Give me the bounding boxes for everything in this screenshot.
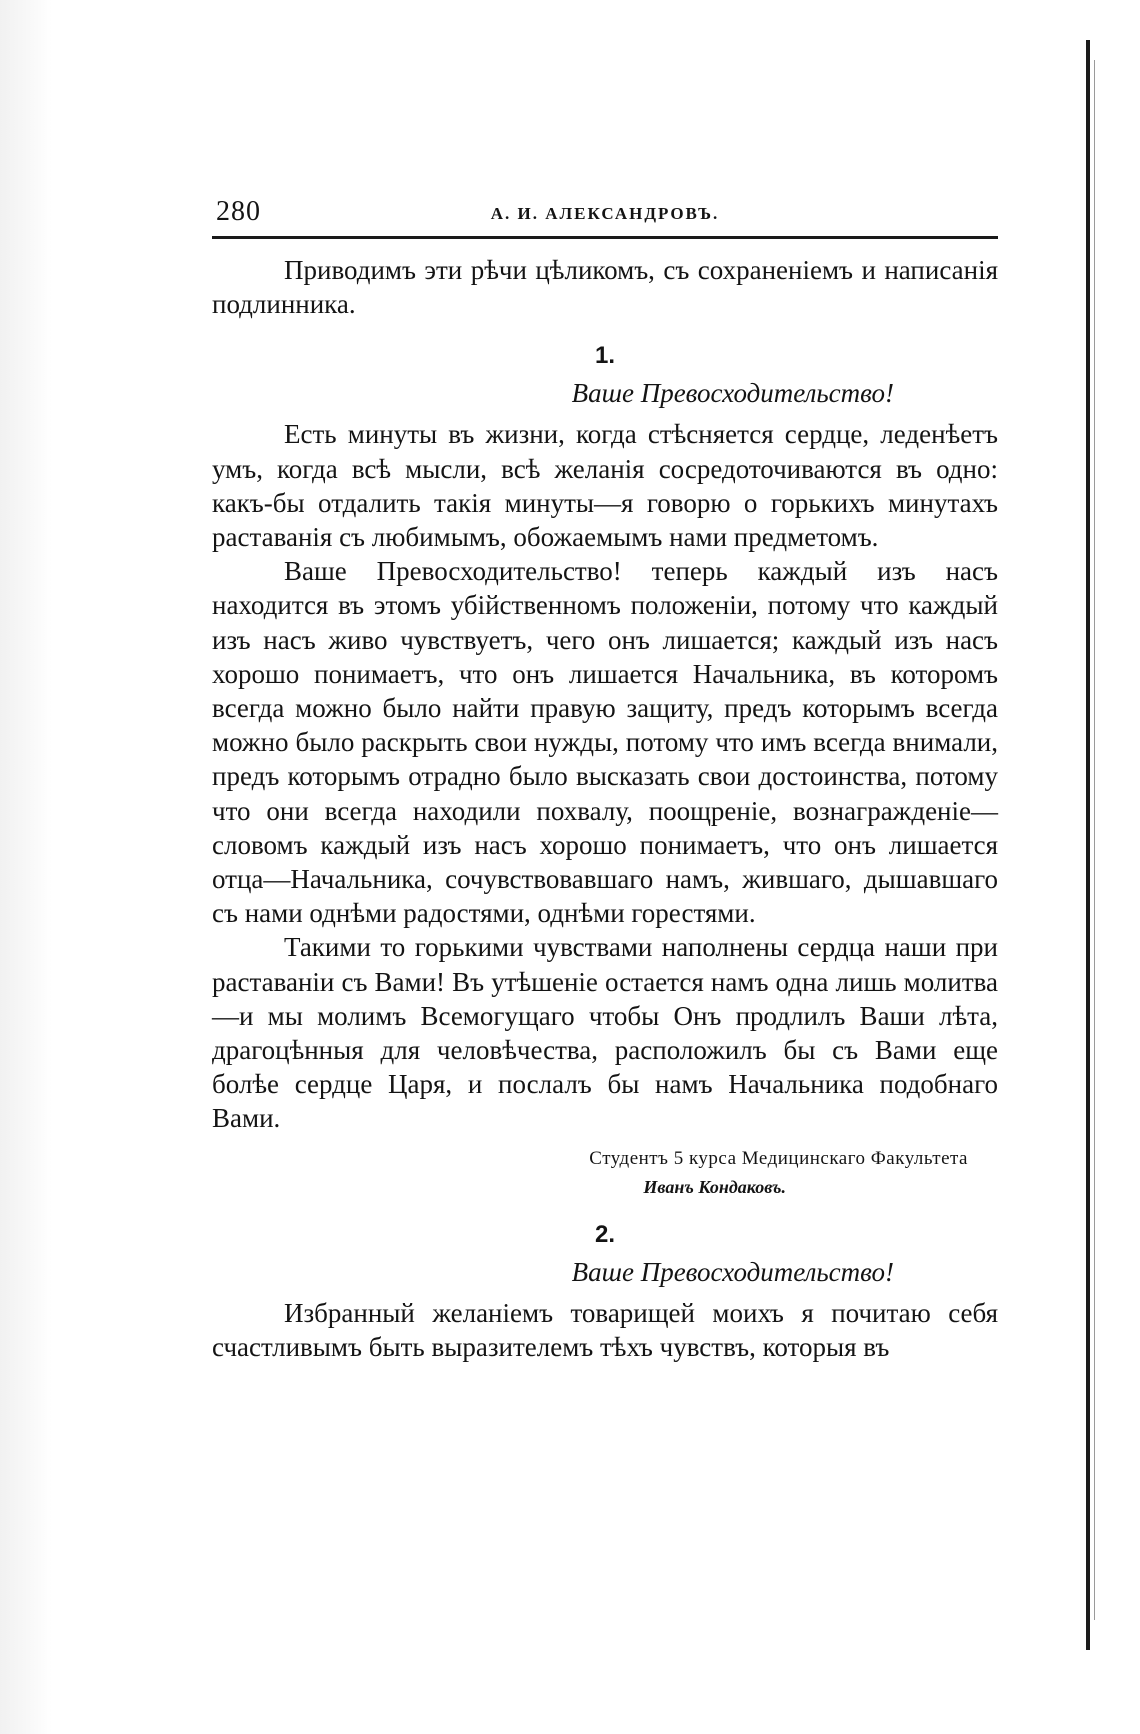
- speech-1-paragraph-2: Ваше Превосходительство! теперь каждый изъ насъ находится въ этомъ убійственномъ положеніи, потому что каждый изъ насъ живо чувствуетъ, чего онъ лишается; каждый изъ насъ хорошо понимаетъ, что онъ лишается Начальника, въ которомъ всегда можно было найти правую защиту, предъ которымъ всегда можно было раскрыть свои нужды, потому что имъ всегда внимали, предъ которымъ отрадно было высказать свои достоинства, потому что они всегда находили похвалу, поощреніе, вознагражденіе—словомъ каждый изъ насъ хорошо понимаетъ, что онъ лишается отца—Начальника, сочувствовавшаго намъ, жившаго, дышавшаго съ нами однѣми радостями, однѣми горестями.: [212, 556, 998, 929]
- intro-paragraph: Приводимъ эти рѣчи цѣликомъ, съ сохраненіемъ и написанія подлинника.: [212, 255, 998, 320]
- binding-edge-shadow: [1094, 60, 1095, 1620]
- page-header: [212, 192, 998, 239]
- book-page: [212, 192, 998, 1364]
- page-number: 280: [216, 196, 261, 227]
- binding-edge: [1086, 40, 1090, 1650]
- speech-2-paragraph-1: Избранный желаніемъ товарищей моихъ я почитаю себя счастливымъ быть выразителемъ тѣхъ чувствъ, которыя въ: [212, 1297, 998, 1362]
- speech-2-salutation: Ваше Превосходительство!: [571, 1256, 894, 1287]
- running-title: А. И. АЛЕКСАНДРОВЪ.: [490, 204, 720, 223]
- speech-1-signature: Студентъ 5 курса Медицинскаго Факультета: [589, 1147, 968, 1169]
- speech-1-paragraph-1: Есть минуты въ жизни, когда стѣсняется сердце, леденѣетъ умъ, когда всѣ мысли, всѣ желанія сосредоточиваются въ одно: какъ-бы отдалить такія минуты—я говорю о горькихъ минутахъ раставанія съ любимымъ, обожаемымъ нами предметомъ.: [212, 419, 998, 553]
- speech-2-number: 2.: [594, 1220, 615, 1248]
- page-content: [212, 253, 998, 1364]
- speech-1-salutation: Ваше Превосходительство!: [571, 378, 894, 409]
- speech-1-signer: Иванъ Кондаковъ.: [643, 1176, 786, 1197]
- speech-1-paragraph-3: Такими то горькими чувствами наполнены сердца наши при раставаніи съ Вами! Въ утѣшеніе остается намъ одна лишь молитва—и мы молимъ Всемогущаго чтобы Онъ продлилъ Ваши лѣта, драгоцѣнныя для человѣчества, расположилъ бы съ Вами еще болѣе сердце Царя, и послалъ бы намъ Начальника подобнаго Вами.: [212, 932, 998, 1134]
- speech-1-number: 1.: [594, 342, 615, 370]
- scan-margin-shadow: [0, 0, 52, 1734]
